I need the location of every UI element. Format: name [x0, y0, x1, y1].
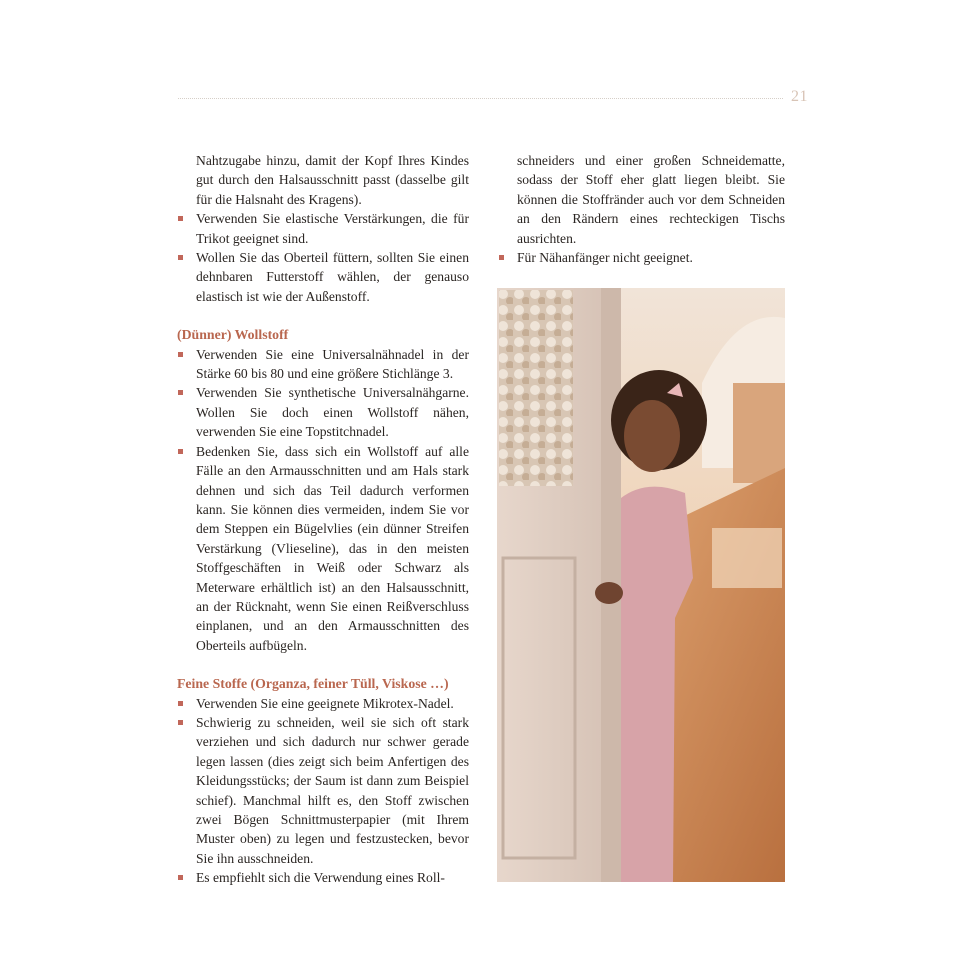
list-item: [177, 694, 469, 713]
list-item: [177, 383, 469, 441]
bullet-square-icon: [178, 390, 183, 395]
bullet-square-icon: [178, 701, 183, 706]
door-glass: [499, 290, 573, 486]
bullet-list: [498, 248, 785, 267]
bullet-square-icon: [178, 720, 183, 725]
list-item-text: Verwenden Sie eine geeignete Mikrotex-Nadel.: [196, 695, 454, 711]
list-item: [177, 442, 469, 655]
section-heading-fine-fabrics: Feine Stoffe (Organza, feiner Tüll, Viskose …): [177, 676, 449, 692]
bullet-square-icon: [178, 352, 183, 357]
list-item: [177, 713, 469, 868]
girl-hand: [595, 582, 623, 604]
bullet-square-icon: [178, 875, 183, 880]
list-item: [177, 248, 469, 306]
list-item-text: Verwenden Sie elastische Verstärkungen, die für Trikot geeignet sind.: [196, 211, 469, 246]
list-item: [177, 209, 469, 248]
bullet-list: [177, 694, 469, 888]
bullet-square-icon: [178, 449, 183, 454]
bullet-square-icon: [178, 216, 183, 221]
section-heading-wool: (Dünner) Wollstoff: [177, 327, 289, 343]
page-number: 21: [791, 88, 808, 105]
list-item-text: Verwenden Sie eine Universalnähnadel in der Stärke 60 bis 80 und eine größere Stichlänge 3.: [196, 346, 469, 382]
girl-face: [624, 400, 680, 472]
bullet-list: [177, 345, 469, 656]
bullet-list: [177, 209, 469, 306]
bullet-square-icon: [499, 255, 504, 260]
continuation-text: Nahtzugabe hinzu, damit der Kopf Ihres Kindes gut durch den Halsausschnitt passt (dasselbe gilt für die Halsnaht des Kragens).: [196, 153, 469, 207]
header-rule: [178, 98, 783, 99]
photo-girl-behind-door: [497, 288, 785, 882]
list-item-text: Bedenken Sie, dass sich ein Wollstoff auf alle Fälle an den Armausschnitten und am Hals stark dehnen und sich das Teil dadurch verformen kann. Sie können dies vermeiden, indem Sie vor dem Steppen ein Bügelvlies (ein dünner Streifen Verstärkung (Vlieseline), das in den meisten Stoffgeschäften in Weiß oder Schwarz als Meterware erhältlich ist) an den Halsausschnitt, an der Rücknaht, wenn Sie einen Reißverschluss einplanen, und an den Armausschnitten des Oberteils aufbügeln.: [196, 443, 469, 653]
list-item-text: Es empfiehlt sich die Verwendung eines Roll-: [196, 870, 445, 886]
list-item-text: Wollen Sie das Oberteil füttern, sollten Sie einen dehnbaren Futterstoff wählen, der genauso elastisch ist wie der Außenstoff.: [196, 250, 469, 304]
hallway-doorway: [733, 383, 785, 483]
list-item: [177, 868, 469, 887]
left-column: [177, 151, 469, 888]
list-item-text: Schwierig zu schneiden, weil sie sich oft stark verziehen und sich dadurch nur schwer gerade legen lassen (dies zeigt sich beim Anfertigen des Kleidungsstücks; der Saum ist dann zum Beispiel schief). Manchmal hilft es, den Stoff zwischen zwei Bögen Schnittmusterpapier (mit Ihrem Muster oben) zu legen und festzustecken, bevor Sie ihn ausschneiden.: [196, 714, 469, 866]
bullet-square-icon: [178, 255, 183, 260]
list-item: [177, 345, 469, 384]
continuation-text: schneiders und einer großen Schneidematte, sodass der Stoff eher glatt liegen bleibt. Sie können die Stoffränder auch vor dem Schneiden an den Rändern eines rechteckigen Tischs ausrichten.: [517, 153, 785, 246]
list-item: [498, 248, 785, 267]
list-item-text: Verwenden Sie synthetische Universalnähgarne. Wollen Sie doch einen Wollstoff nähen, verwenden Sie eine Topstitchnadel.: [196, 385, 469, 440]
right-column: [498, 151, 785, 267]
photo-illustration: [497, 288, 785, 882]
floor-light-patch: [712, 528, 782, 588]
list-item-text: Für Nähanfänger nicht geeignet.: [517, 250, 693, 266]
